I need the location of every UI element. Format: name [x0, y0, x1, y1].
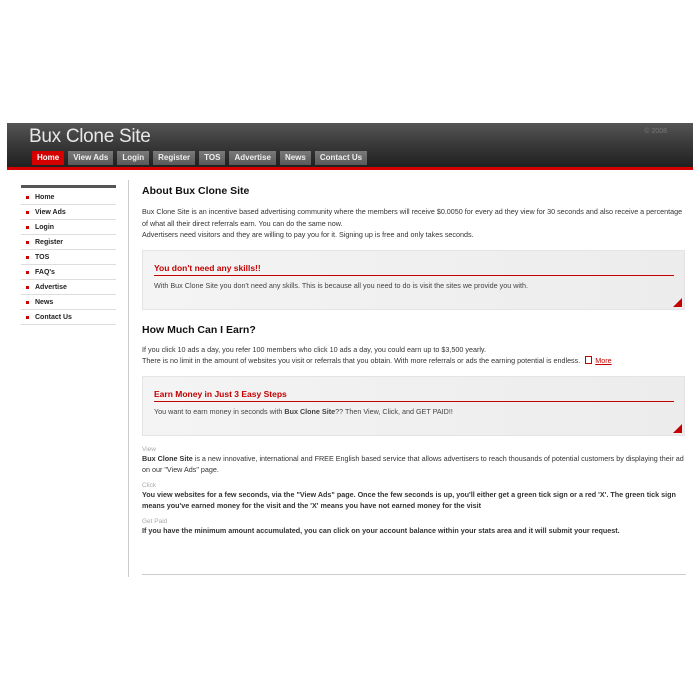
sidebar-item-label: FAQ's	[35, 268, 55, 276]
sidebar-item-label: Contact Us	[35, 313, 72, 321]
nav-tos[interactable]: TOS	[199, 151, 225, 165]
earn-paragraph-1: If you click 10 ads a day, you refer 100 members who click 10 ads a day, you could earn up to $3,500 yearly.	[142, 344, 486, 354]
sidebar-item-news[interactable]	[21, 295, 116, 310]
steps-box-text	[154, 407, 453, 416]
sidebar-item-label: View Ads	[35, 208, 66, 216]
sidebar-item-label: Register	[35, 238, 64, 246]
nav-news[interactable]: News	[280, 151, 311, 165]
bullet-icon	[26, 226, 29, 229]
sidebar-item-login[interactable]	[21, 220, 116, 235]
sidebar-item-label: Home	[35, 193, 55, 201]
sidebar-item-label: TOS	[35, 253, 50, 261]
box-title-underline	[154, 275, 674, 276]
paid-step-text: If you have the minimum amount accumulated, you can click on your account balance within your stats area and it will submit your request.	[142, 525, 620, 535]
sidebar-top-bar	[21, 185, 116, 188]
steps-box-text-start: You want to earn money in seconds with	[154, 406, 285, 416]
bullet-icon	[26, 316, 29, 319]
sidebar-item-label: Advertise	[35, 283, 67, 291]
nav-home[interactable]: Home	[32, 151, 64, 165]
click-step-label: Click	[142, 481, 157, 489]
view-step-text	[142, 453, 685, 476]
bullet-icon	[26, 271, 29, 274]
sidebar-item-faqs[interactable]	[21, 265, 116, 280]
nav-register[interactable]: Register	[153, 151, 195, 165]
nav-view-ads[interactable]: View Ads	[68, 151, 113, 165]
skills-box	[142, 250, 685, 310]
about-heading: About Bux Clone Site	[142, 185, 250, 197]
earn-paragraph-2	[142, 355, 685, 367]
more-link[interactable]: More	[595, 356, 612, 365]
bullet-icon	[26, 286, 29, 289]
sidebar-item-label: Login	[35, 223, 55, 231]
earn-heading: How Much Can I Earn?	[142, 323, 256, 336]
sidebar-item-register[interactable]	[21, 235, 116, 250]
earn-paragraph-2-text: There is no limit in the amount of websites you visit or referrals that you obtain. With more referrals or ads the earning potential is endless.	[142, 356, 581, 365]
view-step-site-name: Bux Clone Site	[142, 453, 193, 463]
bullet-icon	[26, 301, 29, 304]
skills-box-title: You don't need any skills!!	[154, 262, 261, 273]
corner-arrow-icon	[673, 424, 682, 433]
view-step-description: is a new innovative, international and FREE English based service that allows advertisers to reach thousands of potential customers by displaying their ad on our "View Ads" page.	[142, 453, 684, 474]
sidebar-item-contact-us[interactable]	[21, 310, 116, 325]
steps-box	[142, 376, 685, 436]
site-title[interactable]: Bux Clone Site	[29, 126, 151, 147]
top-nav	[32, 151, 367, 165]
sidebar-item-home[interactable]	[21, 190, 116, 205]
column-divider	[128, 180, 129, 577]
document-icon	[585, 356, 592, 364]
bullet-icon	[26, 196, 29, 199]
sidebar-item-view-ads[interactable]	[21, 205, 116, 220]
about-paragraph-2: Advertisers need visitors and they are willing to pay you for it. Signing up is free and only takes seconds.	[142, 230, 474, 239]
skills-box-text: With Bux Clone Site you don't need any skills. This is because all you need to do is visit the sites we provide you with.	[154, 280, 528, 290]
site-header	[7, 123, 693, 169]
click-step-text: You view websites for a few seconds, via the "View Ads" page. Once the few seconds is up, you'll either get a green tick sign or a red 'X'. The green tick sign means you've earned money for the visit and the 'X' means you have not earned money for the visit	[142, 489, 676, 510]
steps-box-site-name: Bux Clone Site	[284, 406, 336, 416]
box-title-underline	[154, 401, 674, 402]
bullet-icon	[26, 256, 29, 259]
nav-login[interactable]: Login	[117, 151, 149, 165]
sidebar-item-advertise[interactable]	[21, 280, 116, 295]
copyright-text: © 2008	[644, 128, 667, 135]
view-step-label: View	[142, 445, 156, 453]
content-bottom-divider	[142, 574, 686, 575]
corner-arrow-icon	[673, 298, 682, 307]
sidebar-menu	[21, 185, 116, 325]
steps-box-text-end: ?? Then View, Click, and GET PAID!!	[335, 406, 453, 416]
header-divider	[7, 167, 693, 170]
bullet-icon	[26, 241, 29, 244]
nav-contact-us[interactable]: Contact Us	[315, 151, 367, 165]
main-content	[142, 185, 685, 536]
steps-box-title: Earn Money in Just 3 Easy Steps	[154, 388, 287, 399]
sidebar-item-label: News	[35, 298, 54, 306]
nav-advertise[interactable]: Advertise	[229, 151, 275, 165]
paid-step-label: Get Paid	[142, 517, 168, 525]
about-paragraph-1: Bux Clone Site is an incentive based advertising community where the members will receive $0.0050 for every ad they view for 30 seconds and also receive a percentage of what all their direct referrals earn. You can do the same now.	[142, 207, 683, 228]
sidebar-item-tos[interactable]	[21, 250, 116, 265]
bullet-icon	[26, 211, 29, 214]
